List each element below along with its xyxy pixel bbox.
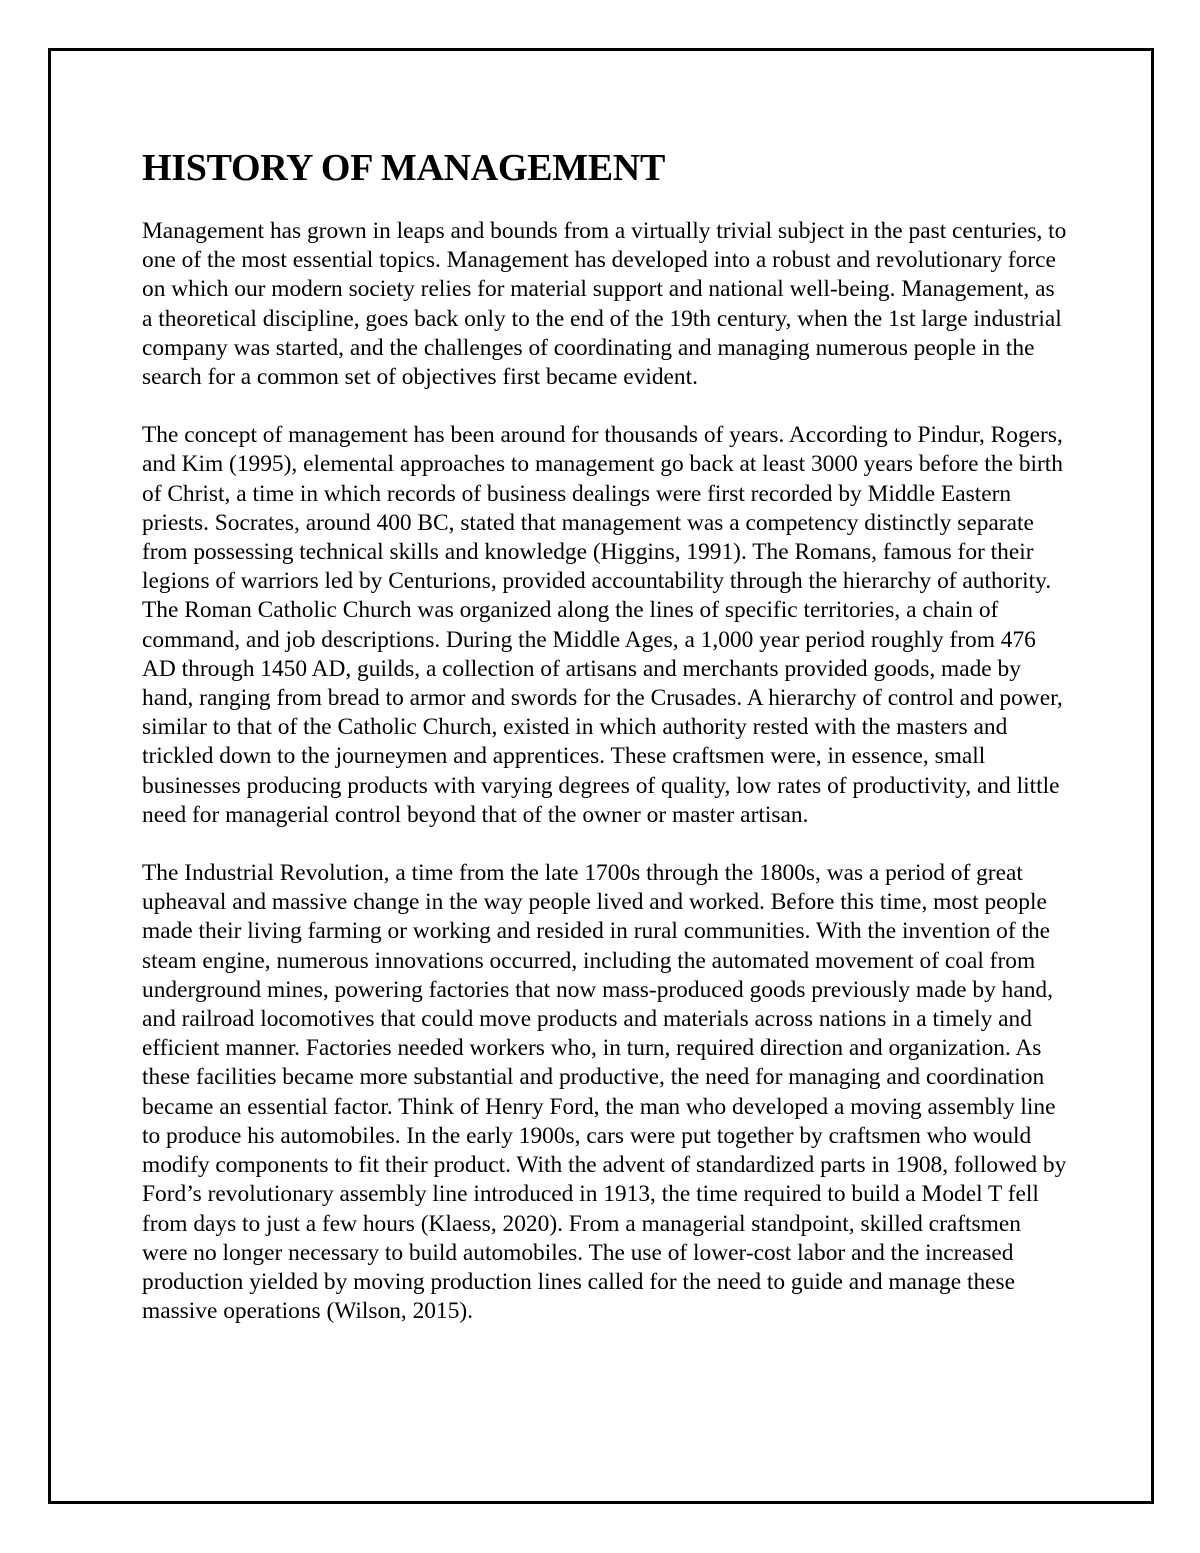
paragraph-intro: Management has grown in leaps and bounds from a virtually trivial subject in the past centuries, to one of the most essential topics. Management has developed into a robust and revolutionary force on which our modern society relies for material support and national well-being. Management, as a theoretical discipline, goes back only to the end of the 19th century, when the 1st large industrial company was started, and the challenges of coordinating and managing numerous people in the search for a common set of objectives first became evident. [142,218,1067,391]
document-body [142,144,1067,1355]
paragraph-ancient-history: The concept of management has been around for thousands of years. According to Pindur, Rogers, and Kim (1995), elemental approaches to management go back at least 3000 years before the birth of Christ, a time in which records of business dealings were first recorded by Middle Eastern priests. Socrates, around 400 BC, stated that management was a competency distinctly separate from possessing technical skills and knowledge (Higgins, 1991). The Romans, famous for their legions of warriors led by Centurions, provided accountability through the hierarchy of authority. The Roman Catholic Church was organized along the lines of specific territories, a chain of command, and job descriptions. During the Middle Ages, a 1,000 year period roughly from 476 AD through 1450 AD, guilds, a collection of artisans and merchants provided goods, made by hand, ranging from bread to armor and swords for the Crusades. A hierarchy of control and power, similar to that of the Catholic Church, existed in which authority rested with the masters and trickled down to the journeymen and apprentices. These craftsmen were, in essence, small businesses producing products with varying degrees of quality, low rates of productivity, and little need for managerial control beyond that of the owner or master artisan. [142,422,1063,828]
paragraph-industrial-revolution: The Industrial Revolution, a time from the late 1700s through the 1800s, was a period of great upheaval and massive change in the way people lived and worked. Before this time, most people made their living farming or working and resided in rural communities. With the invention of the steam engine, numerous innovations occurred, including the automated movement of coal from underground mines, powering factories that now mass-produced goods previously made by hand, and railroad locomotives that could move products and materials across nations in a timely and efficient manner. Factories needed workers who, in turn, required direction and organization. As these facilities became more substantial and productive, the need for managing and coordination became an essential factor. Think of Henry Ford, the man who developed a moving assembly line to produce his automobiles. In the early 1900s, cars were put together by craftsmen who would modify components to fit their product. With the advent of standardized parts in 1908, followed by Ford’s revolutionary assembly line introduced in 1913, the time required to build a Model T fell from days to just a few hours (Klaess, 2020). From a managerial standpoint, skilled craftsmen were no longer necessary to build automobiles. The use of lower-cost labor and the increased production yielded by moving production lines called for the need to guide and manage these massive operations (Wilson, 2015). [142,860,1067,1325]
document-title: HISTORY OF MANAGEMENT [142,147,665,189]
